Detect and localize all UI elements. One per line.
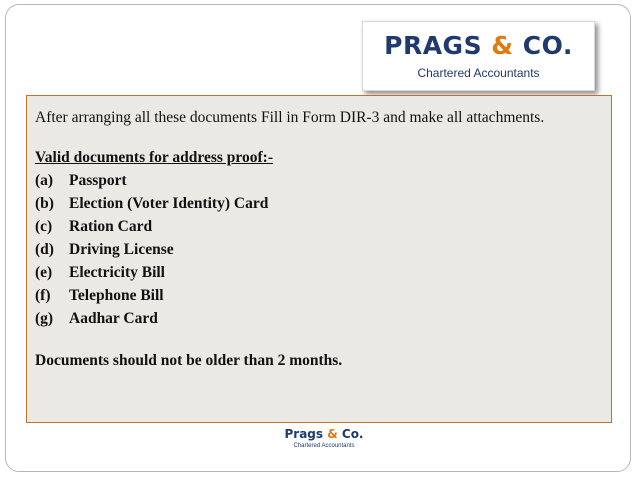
list-marker: (b)	[35, 195, 54, 212]
list-marker: (f)	[35, 287, 51, 304]
list-marker: (a)	[35, 172, 54, 189]
list-marker: (c)	[35, 218, 53, 235]
list-marker: (g)	[35, 310, 54, 327]
footer-logo	[284, 426, 364, 458]
list-item-label: Election (Voter Identity) Card	[69, 195, 269, 212]
list-item	[35, 284, 603, 307]
list-marker: (e)	[35, 264, 53, 281]
list-item-label: Driving License	[69, 241, 174, 258]
list-item-label: Passport	[69, 172, 127, 189]
validity-note: Documents should not be older than 2 months.	[35, 352, 343, 369]
intro-text: After arranging all these documents Fill in Form DIR-3 and make all attachments.	[35, 109, 545, 126]
address-proof-heading: Valid documents for address proof:-	[35, 149, 273, 166]
firm-logo-name: PRAGS & CO.	[384, 31, 573, 60]
firm-logo-subtitle: Chartered Accountants	[417, 66, 540, 80]
list-item-label: Telephone Bill	[69, 287, 164, 304]
list-item-label: Ration Card	[69, 218, 153, 235]
list-item	[35, 307, 603, 330]
list-marker: (d)	[35, 241, 54, 258]
list-item	[35, 215, 603, 238]
list-item	[35, 169, 603, 192]
content-box	[26, 95, 612, 423]
list-item	[35, 192, 603, 215]
footer-logo-name: Prags & Co.	[284, 427, 364, 441]
list-item	[35, 238, 603, 261]
list-item-label: Aadhar Card	[69, 310, 158, 327]
footer-logo-subtitle: Chartered Accountants	[293, 443, 355, 449]
list-item	[35, 261, 603, 284]
document-list	[35, 169, 603, 330]
firm-logo	[362, 21, 595, 91]
list-item-label: Electricity Bill	[69, 264, 165, 281]
